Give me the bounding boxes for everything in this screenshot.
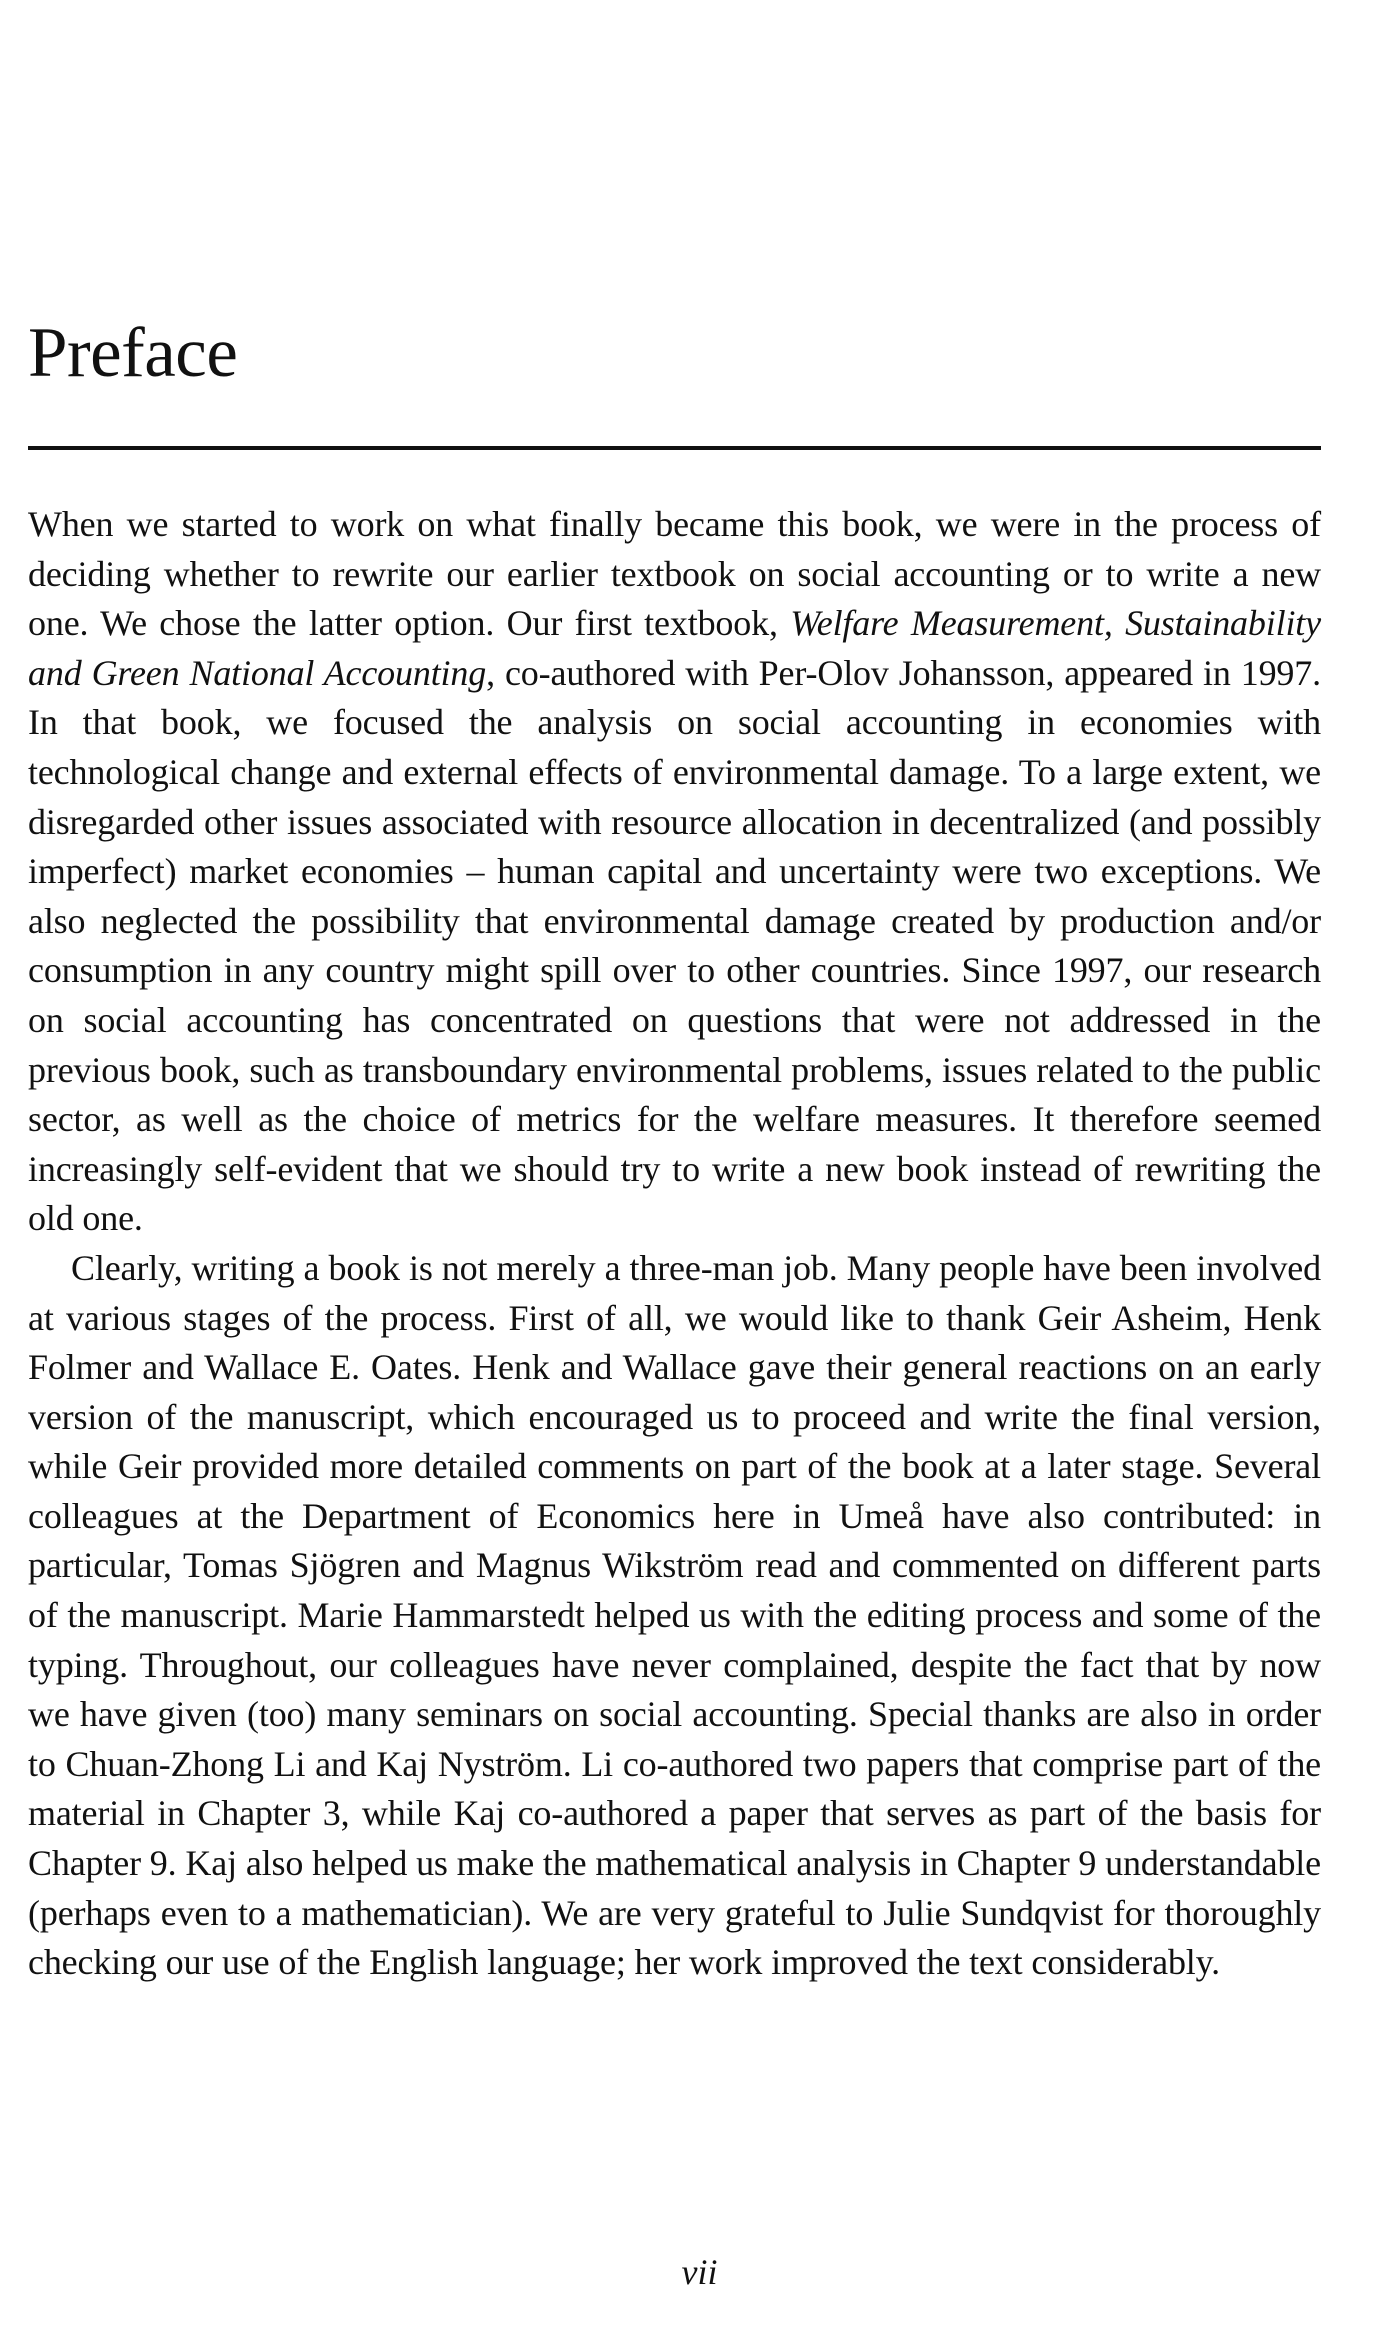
page-number: vii <box>681 2252 718 2292</box>
page-title: Preface <box>28 314 238 392</box>
title-rule <box>28 446 1321 450</box>
book-title-italic: Welfare Measurement, Sustainability and Green National Accounting <box>28 603 1321 693</box>
paragraph-1-text-start: When we started to work on what finally became this book, we were in the process of deciding whether to rewrite our earlier textbook on social accounting or to write a new one. We chose the latter option. Our first textbook, <box>28 504 1321 644</box>
preface-body <box>28 500 1321 1988</box>
paragraph-2: Clearly, writing a book is not merely a three-man job. Many people have been involved at various stages of the process. First of all, we would like to thank Geir Asheim, Henk Folmer and Wallace E. Oates. Henk and Wallace gave their general reactions on an early version of the manuscript, which encouraged us to proceed and write the final version, while Geir provided more detailed comments on part of the book at a later stage. Several colleagues at the Department of Economics here in Umeå have also contributed: in particular, Tomas Sjögren and Magnus Wikström read and commented on different parts of the manuscript. Marie Hammarstedt helped us with the editing process and some of the typing. Throughout, our colleagues have never complained, despite the fact that by now we have given (too) many seminars on social accounting. Special thanks are also in order to Chuan-Zhong Li and Kaj Nyström. Li co-authored two papers that comprise part of the material in Chapter 3, while Kaj co-authored a paper that serves as part of the basis for Chapter 9. Kaj also helped us make the mathematical analysis in Chapter 9 understandable (perhaps even to a mathematician). We are very grateful to Julie Sundqvist for thoroughly checking our use of the English language; her work improved the text considerably. <box>28 1247 1321 1983</box>
paragraph-1 <box>28 500 1321 1244</box>
paragraph-1-text-end: , co-authored with Per-Olov Johansson, appeared in 1997. In that book, we focused the analysis on social accounting in economies with technological change and external effects of environmental damage. To a large extent, we disregarded other issues associated with resource allocation in decentralized (and possibly imperfect) market economies – human capital and uncertainty were two exceptions. We also neglected the possibility that environmental damage created by production and/or consumption in any country might spill over to other countries. Since 1997, our research on social accounting has concentrated on questions that were not addressed in the previous book, such as transboundary environmental problems, issues related to the public sector, as well as the choice of metrics for the welfare measures. It therefore seemed increasingly self-evident that we should try to write a new book instead of rewriting the old one. <box>28 652 1321 1239</box>
